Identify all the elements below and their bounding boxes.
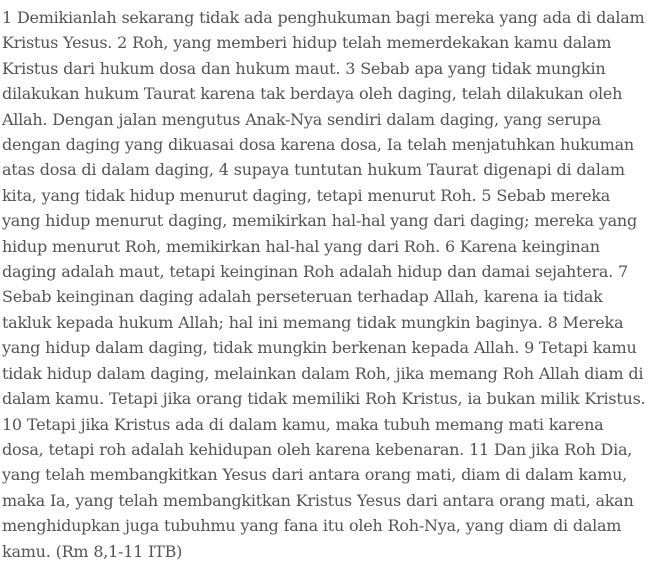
verse-4: 4 supaya tuntutan hukum Taurat digenapi di dalam kita, yang tidak hidup menurut daging, tetapi menurut Roh. [2, 160, 625, 205]
bible-passage [2, 5, 648, 564]
verse-8: 8 Mereka yang hidup dalam daging, tidak mungkin berkenan kepada Allah. [2, 312, 624, 358]
verse-9: 9 Tetapi kamu tidak hidup dalam daging, melainkan dalam Roh, jika memang Roh Allah diam di dalam kamu. Tetapi jika orang tidak memiliki Roh Kristus, ia bukan milik Kristus. [2, 338, 646, 409]
verse-5: 5 Sebab mereka yang hidup menurut daging, memikirkan hal-hal yang dari daging; mereka yang hidup menurut Roh, memikirkan hal-hal yang dari Roh. [2, 185, 637, 256]
verse-1: 1 Demikianlah sekarang tidak ada penghukuman bagi mereka yang ada di dalam Kristus Yesus. [2, 8, 645, 53]
passage-reference: (Rm 8,1-11 ITB) [55, 541, 183, 561]
verse-11: 11 Dan jika Roh Dia, yang telah membangkitkan Yesus dari antara orang mati, diam di dalam kamu, maka Ia, yang telah membangkitkan Kristus Yesus dari antara orang mati, akan menghidupkan juga tubuhmu yang fana itu oleh Roh-Nya, yang diam di dalam kamu. [2, 439, 634, 561]
verse-7: 7 Sebab keinginan daging adalah perseteruan terhadap Allah, karena ia tidak takluk kepada hukum Allah; hal ini memang tidak mungkin baginya. [2, 262, 628, 332]
passage-verses [2, 8, 645, 561]
verse-10: 10 Tetapi jika Kristus ada di dalam kamu, maka tubuh memang mati karena dosa, tetapi roh adalah kehidupan oleh karena kebenaran. [2, 414, 604, 459]
verse-2: 2 Roh, yang memberi hidup telah memerdekakan kamu dalam Kristus dari hukum dosa dan hukum maut. [2, 33, 612, 78]
verse-6: 6 Karena keinginan daging adalah maut, tetapi keinginan Roh adalah hidup dan damai sejahtera. [2, 236, 619, 282]
verse-3: 3 Sebab apa yang tidak mungkin dilakukan hukum Taurat karena tak berdaya oleh daging, telah dilakukan oleh Allah. Dengan jalan mengutus Anak-Nya sendiri dalam daging, yang serupa dengan daging yang dikuasai dosa karena dosa, Ia telah menjatuhkan hukuman atas dosa di dalam daging, [2, 58, 634, 180]
